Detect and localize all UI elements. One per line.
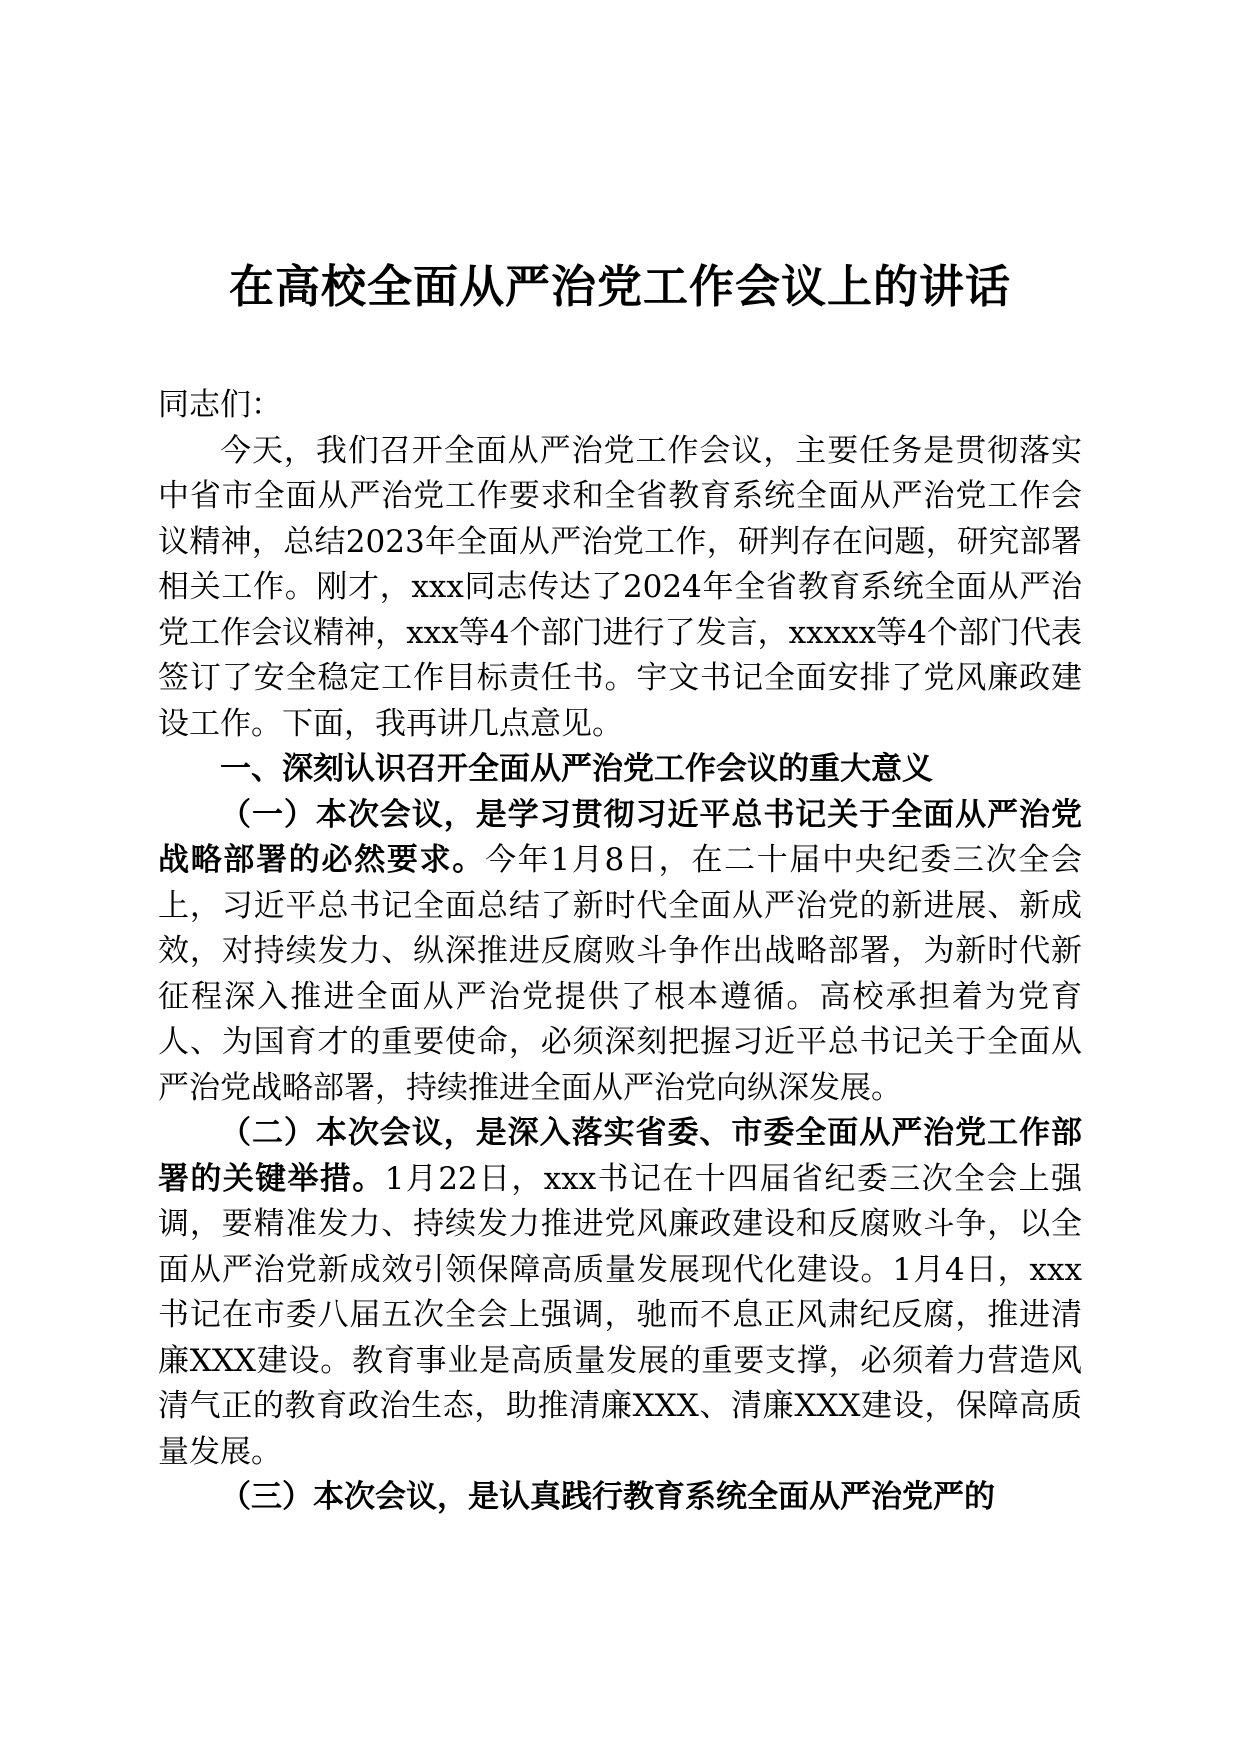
paragraph-2-lead: （二）本次会议，是深入落实省委、市委全面从严治党工作部署的关键举措。 — [158, 1115, 1082, 1197]
paragraph-2 — [158, 1111, 1082, 1475]
intro-paragraph: 今天，我们召开全面从严治党工作会议，主要任务是贯彻落实中省市全面从严治党工作要求和全省教育系统全面从严治党工作会议精神，总结2023年全面从严治党工作，研判存在问题，研究部署相关工作。刚才，xxx同志传达了2024年全省教育系统全面从严治党工作会议精神，xxx等4个部门进行了发言，xxxxx等4个部门代表签订了安全稳定工作目标责任书。宇文书记全面安排了党风廉政建设工作。下面，我再讲几点意见。 — [158, 432, 1082, 742]
paragraph-1 — [158, 793, 1082, 1112]
section-heading-1: 一、深刻认识召开全面从严治党工作会议的重大意义 — [220, 751, 933, 787]
paragraph-3-lead: （三）本次会议，是认真践行教育系统全面从严治党严的 — [220, 1479, 995, 1515]
salutation: 同志们： — [158, 387, 282, 423]
paragraph-2-body: 1月22日，xxx书记在十四届省纪委三次全会上强调，要精准发力、持续发力推进党风廉政建设和反腐败斗争，以全面从严治党新成效引领保障高质量发展现代化建设。1月4日，xxx书记在市委八届五次全会上强调，驰而不息正风肃纪反腐，推进清廉XXX建设。教育事业是高质量发展的重要支撑，必须着力营造风清气正的教育政治生态，助推清廉XXX、清廉XXX建设，保障高质量发展。 — [158, 1160, 1083, 1470]
document-page — [158, 0, 1082, 1754]
paragraph-1-body: 今年1月8日，在二十届中央纪委三次全会上，习近平总书记全面总结了新时代全面从严治党的新进展、新成效，对持续发力、纵深推进反腐败斗争作出战略部署，为新时代新征程深入推进全面从严治党提供了根本遵循。高校承担着为党育人、为国育才的重要使命，必须深刻把握习近平总书记关于全面从严治党战略部署，持续推进全面从严治党向纵深发展。 — [158, 842, 1082, 1106]
paragraph-3 — [158, 1475, 1082, 1521]
document-body — [158, 383, 1082, 1521]
document-title: 在高校全面从严治党工作会议上的讲话 — [228, 260, 1011, 313]
paragraph-1-lead: （一）本次会议，是学习贯彻习近平总书记关于全面从严治党战略部署的必然要求。 — [158, 796, 1082, 878]
